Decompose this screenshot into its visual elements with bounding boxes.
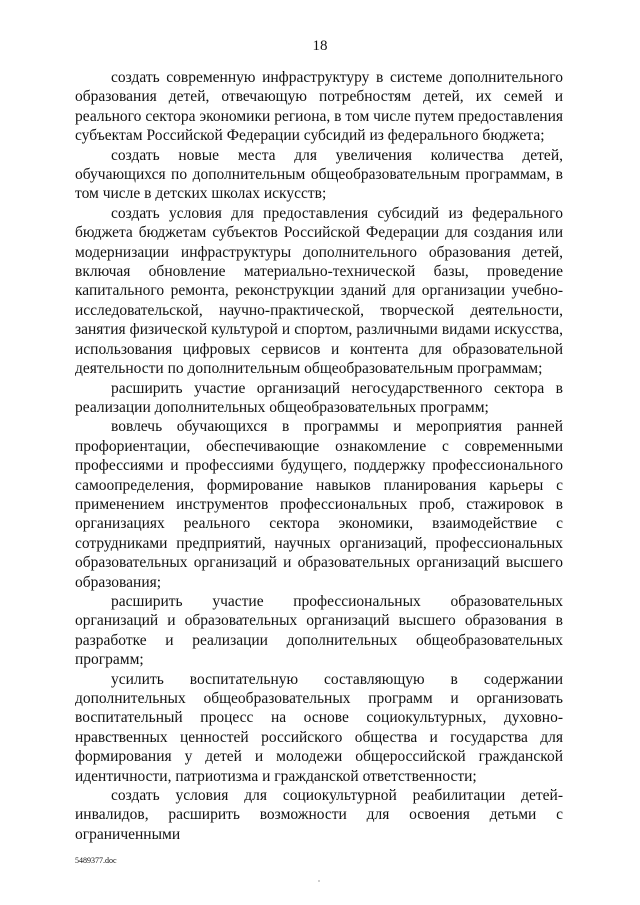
paragraph: создать новые места для увеличения количества детей, обучающихся по дополнительным общеобразовательным программам, в том числе в детских школах искусств; bbox=[75, 146, 563, 203]
scan-speck bbox=[318, 880, 320, 882]
document-body bbox=[75, 68, 563, 844]
paragraph: расширить участие организаций негосударственного сектора в реализации дополнительных общеобразовательных программ; bbox=[75, 379, 563, 416]
paragraph: усилить воспитательную составляющую в содержании дополнительных общеобразовательных программ и организовать воспитательный процесс на основе социокультурных, духовно-нравственных ценностей российского общества и государства для формирования у детей и молодежи общероссийской гражданской идентичности, патриотизма и гражданской ответственности; bbox=[75, 670, 563, 785]
footer-file-code: 5489377.doc bbox=[75, 856, 117, 865]
paragraph: создать условия для предоставления субсидий из федерального бюджета бюджетам субъектов Российской Федерации для создания или модернизации инфраструктуры дополнительного образования детей, включая обновление материально-технической базы, проведение капитального ремонта, реконструкции зданий для организации учебно-исследовательской, научно-практической, творческой деятельности, занятия физической культурой и спортом, различными видами искусства, использования цифровых сервисов и контента для образовательной деятельности по дополнительным общеобразовательным программам; bbox=[75, 204, 563, 378]
paragraph: расширить участие профессиональных образовательных организаций и образовательных организаций высшего образования в разработке и реализации дополнительных общеобразовательных программ; bbox=[75, 592, 563, 669]
page-number: 18 bbox=[312, 38, 328, 54]
paragraph: вовлечь обучающихся в программы и мероприятия ранней профориентации, обеспечивающие ознакомление с современными профессиями и профессиями будущего, поддержку профессионального самоопределения, формирование навыков планирования карьеры с применением инструментов профессиональных проб, стажировок в организациях реального сектора экономики, взаимодействие с сотрудниками предприятий, научных организаций, профессиональных образовательных организаций и образовательных организаций высшего образования; bbox=[75, 418, 563, 591]
paragraph: создать условия для социокультурной реабилитации детей-инвалидов, расширить возможности для освоения детьми с ограниченными bbox=[75, 787, 563, 843]
paragraph: создать современную инфраструктуру в системе дополнительного образования детей, отвечающую потребностям детей, их семей и реального сектора экономики региона, в том числе путем предоставления субъектам Российской Федерации субсидий из федерального бюджета; bbox=[75, 69, 563, 145]
